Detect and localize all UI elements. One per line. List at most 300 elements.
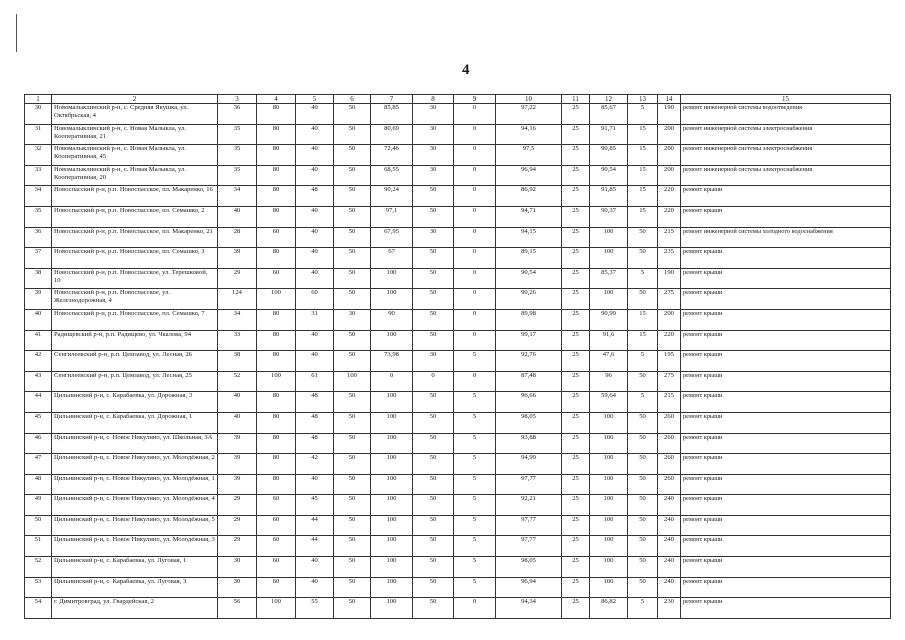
work-type-cell: ремонт крыши bbox=[681, 454, 891, 475]
value-cell: 40 bbox=[296, 227, 334, 248]
value-cell: 0 bbox=[454, 124, 496, 145]
value-cell: 52 bbox=[218, 371, 257, 392]
table-row bbox=[25, 186, 891, 207]
row-number-cell: 51 bbox=[25, 536, 52, 557]
value-cell: 0 bbox=[413, 371, 454, 392]
value-cell: 5 bbox=[454, 433, 496, 454]
table-row bbox=[25, 536, 891, 557]
table-row bbox=[25, 577, 891, 598]
value-cell: 80 bbox=[257, 165, 296, 186]
value-cell: 96 bbox=[590, 371, 628, 392]
value-cell: 50 bbox=[413, 289, 454, 310]
value-cell: 0 bbox=[371, 371, 413, 392]
work-type-cell: ремонт инженерной системы водоотведения bbox=[681, 104, 891, 125]
work-type-cell: ремонт крыши bbox=[681, 309, 891, 330]
table-row bbox=[25, 495, 891, 516]
value-cell: 40 bbox=[296, 330, 334, 351]
value-cell: 60 bbox=[257, 557, 296, 578]
value-cell: 240 bbox=[658, 557, 681, 578]
value-cell: 100 bbox=[371, 412, 413, 433]
value-cell: 80 bbox=[257, 412, 296, 433]
value-cell: 60 bbox=[257, 495, 296, 516]
value-cell: 15 bbox=[628, 330, 658, 351]
value-cell: 94,99 bbox=[496, 454, 562, 475]
value-cell: 90,85 bbox=[590, 145, 628, 166]
value-cell: 73,98 bbox=[371, 351, 413, 372]
table-row bbox=[25, 330, 891, 351]
value-cell: 260 bbox=[658, 474, 681, 495]
value-cell: 25 bbox=[562, 268, 590, 289]
value-cell: 40 bbox=[296, 474, 334, 495]
value-cell: 29 bbox=[218, 268, 257, 289]
value-cell: 91,71 bbox=[590, 124, 628, 145]
value-cell: 50 bbox=[413, 248, 454, 269]
value-cell: 50 bbox=[413, 392, 454, 413]
column-header-14: 14 bbox=[658, 95, 681, 104]
value-cell: 0 bbox=[454, 186, 496, 207]
row-number-cell: 32 bbox=[25, 145, 52, 166]
work-type-cell: ремонт крыши bbox=[681, 495, 891, 516]
value-cell: 195 bbox=[658, 351, 681, 372]
row-number-cell: 42 bbox=[25, 351, 52, 372]
value-cell: 0 bbox=[454, 309, 496, 330]
value-cell: 100 bbox=[371, 289, 413, 310]
work-type-cell: ремонт крыши bbox=[681, 351, 891, 372]
value-cell: 85,85 bbox=[371, 104, 413, 125]
row-number-cell: 53 bbox=[25, 577, 52, 598]
value-cell: 90,37 bbox=[590, 206, 628, 227]
value-cell: 100 bbox=[334, 371, 371, 392]
value-cell: 48 bbox=[296, 412, 334, 433]
value-cell: 60 bbox=[257, 515, 296, 536]
value-cell: 28 bbox=[218, 227, 257, 248]
value-cell: 92,76 bbox=[496, 351, 562, 372]
value-cell: 50 bbox=[334, 577, 371, 598]
value-cell: 50 bbox=[413, 268, 454, 289]
value-cell: 80 bbox=[257, 351, 296, 372]
work-type-cell: ремонт крыши bbox=[681, 268, 891, 289]
work-type-cell: ремонт крыши bbox=[681, 248, 891, 269]
value-cell: 50 bbox=[413, 186, 454, 207]
value-cell: 200 bbox=[658, 309, 681, 330]
row-number-cell: 34 bbox=[25, 186, 52, 207]
table-row bbox=[25, 474, 891, 495]
value-cell: 30 bbox=[334, 309, 371, 330]
table-row bbox=[25, 433, 891, 454]
table-row bbox=[25, 104, 891, 125]
value-cell: 50 bbox=[334, 289, 371, 310]
work-type-cell: ремонт инженерной системы электроснабжения bbox=[681, 165, 891, 186]
table-row bbox=[25, 206, 891, 227]
value-cell: 50 bbox=[334, 412, 371, 433]
address-cell: Цильнинский р-н, с. Карабаевка, ул. Дорожная, 1 bbox=[52, 412, 218, 433]
work-type-cell: ремонт крыши bbox=[681, 515, 891, 536]
column-header-13: 13 bbox=[628, 95, 658, 104]
value-cell: 50 bbox=[413, 433, 454, 454]
row-number-cell: 30 bbox=[25, 104, 52, 125]
row-number-cell: 31 bbox=[25, 124, 52, 145]
value-cell: 25 bbox=[562, 577, 590, 598]
value-cell: 60 bbox=[257, 268, 296, 289]
table-row bbox=[25, 124, 891, 145]
column-header-3: 3 bbox=[218, 95, 257, 104]
address-cell: Новомалыклинский р-н, с. Средняя Якушка, ул. Октябрьская, 4 bbox=[52, 104, 218, 125]
value-cell: 25 bbox=[562, 206, 590, 227]
value-cell: 80,69 bbox=[371, 124, 413, 145]
value-cell: 39 bbox=[218, 474, 257, 495]
value-cell: 94,71 bbox=[496, 206, 562, 227]
value-cell: 50 bbox=[334, 268, 371, 289]
value-cell: 89,15 bbox=[496, 248, 562, 269]
value-cell: 36 bbox=[218, 104, 257, 125]
value-cell: 68,55 bbox=[371, 165, 413, 186]
value-cell: 90,54 bbox=[496, 268, 562, 289]
value-cell: 215 bbox=[658, 392, 681, 413]
work-type-cell: ремонт инженерной системы электроснабжения bbox=[681, 124, 891, 145]
value-cell: 98,05 bbox=[496, 412, 562, 433]
value-cell: 50 bbox=[628, 454, 658, 475]
work-type-cell: ремонт крыши bbox=[681, 536, 891, 557]
value-cell: 25 bbox=[562, 371, 590, 392]
address-cell: Новоспасский р-н, р.п. Новоспасское, ул. Терешковой, 10 bbox=[52, 268, 218, 289]
value-cell: 25 bbox=[562, 165, 590, 186]
value-cell: 85,37 bbox=[590, 268, 628, 289]
value-cell: 33 bbox=[218, 330, 257, 351]
value-cell: 220 bbox=[658, 206, 681, 227]
value-cell: 67 bbox=[371, 248, 413, 269]
value-cell: 5 bbox=[454, 412, 496, 433]
value-cell: 50 bbox=[334, 474, 371, 495]
value-cell: 40 bbox=[296, 206, 334, 227]
value-cell: 215 bbox=[658, 227, 681, 248]
value-cell: 38 bbox=[218, 351, 257, 372]
value-cell: 25 bbox=[562, 124, 590, 145]
value-cell: 25 bbox=[562, 227, 590, 248]
value-cell: 100 bbox=[590, 474, 628, 495]
value-cell: 35 bbox=[218, 165, 257, 186]
value-cell: 15 bbox=[628, 165, 658, 186]
address-cell: Цильнинский р-н, с. Новое Никулино, ул. Молодёжная, 2 bbox=[52, 454, 218, 475]
value-cell: 235 bbox=[658, 248, 681, 269]
value-cell: 91,85 bbox=[590, 186, 628, 207]
value-cell: 60 bbox=[257, 227, 296, 248]
value-cell: 50 bbox=[334, 186, 371, 207]
value-cell: 50 bbox=[334, 330, 371, 351]
value-cell: 5 bbox=[454, 515, 496, 536]
value-cell: 40 bbox=[218, 412, 257, 433]
value-cell: 50 bbox=[628, 412, 658, 433]
value-cell: 25 bbox=[562, 536, 590, 557]
value-cell: 260 bbox=[658, 454, 681, 475]
value-cell: 25 bbox=[562, 309, 590, 330]
value-cell: 25 bbox=[562, 557, 590, 578]
address-cell: Цильнинский р-н, с. Карабаевка, ул. Луговая, 3 bbox=[52, 577, 218, 598]
value-cell: 97,77 bbox=[496, 515, 562, 536]
value-cell: 48 bbox=[296, 433, 334, 454]
row-number-cell: 43 bbox=[25, 371, 52, 392]
value-cell: 59,64 bbox=[590, 392, 628, 413]
value-cell: 50 bbox=[334, 206, 371, 227]
value-cell: 48 bbox=[296, 186, 334, 207]
value-cell: 50 bbox=[334, 248, 371, 269]
value-cell: 40 bbox=[296, 557, 334, 578]
value-cell: 0 bbox=[454, 268, 496, 289]
value-cell: 260 bbox=[658, 412, 681, 433]
column-header-4: 4 bbox=[257, 95, 296, 104]
value-cell: 0 bbox=[454, 145, 496, 166]
value-cell: 0 bbox=[454, 371, 496, 392]
value-cell: 96,94 bbox=[496, 165, 562, 186]
value-cell: 80 bbox=[257, 145, 296, 166]
value-cell: 50 bbox=[413, 206, 454, 227]
value-cell: 90,99 bbox=[590, 309, 628, 330]
column-header-11: 11 bbox=[562, 95, 590, 104]
work-type-cell: ремонт крыши bbox=[681, 392, 891, 413]
value-cell: 34 bbox=[218, 309, 257, 330]
work-type-cell: ремонт крыши bbox=[681, 289, 891, 310]
address-cell: Радищевский р-н, р.п. Радищево, ул. Чкалова, 94 bbox=[52, 330, 218, 351]
value-cell: 30 bbox=[413, 104, 454, 125]
value-cell: 50 bbox=[628, 248, 658, 269]
value-cell: 45 bbox=[296, 495, 334, 516]
table-row bbox=[25, 392, 891, 413]
value-cell: 93,88 bbox=[496, 433, 562, 454]
value-cell: 50 bbox=[334, 598, 371, 619]
value-cell: 100 bbox=[371, 330, 413, 351]
value-cell: 50 bbox=[628, 474, 658, 495]
value-cell: 50 bbox=[334, 557, 371, 578]
value-cell: 0 bbox=[454, 206, 496, 227]
value-cell: 31 bbox=[296, 309, 334, 330]
value-cell: 5 bbox=[628, 392, 658, 413]
value-cell: 39 bbox=[218, 248, 257, 269]
value-cell: 80 bbox=[257, 186, 296, 207]
value-cell: 40 bbox=[296, 248, 334, 269]
value-cell: 97,77 bbox=[496, 474, 562, 495]
value-cell: 100 bbox=[257, 289, 296, 310]
value-cell: 15 bbox=[628, 186, 658, 207]
value-cell: 100 bbox=[590, 495, 628, 516]
value-cell: 15 bbox=[628, 145, 658, 166]
value-cell: 5 bbox=[454, 392, 496, 413]
value-cell: 39 bbox=[218, 454, 257, 475]
value-cell: 50 bbox=[334, 495, 371, 516]
value-cell: 100 bbox=[590, 433, 628, 454]
value-cell: 0 bbox=[454, 289, 496, 310]
column-header-15: 15 bbox=[681, 95, 891, 104]
value-cell: 100 bbox=[371, 454, 413, 475]
value-cell: 72,46 bbox=[371, 145, 413, 166]
value-cell: 100 bbox=[590, 454, 628, 475]
value-cell: 94,15 bbox=[496, 227, 562, 248]
value-cell: 60 bbox=[296, 289, 334, 310]
address-cell: Новомалыклинский р-н, с. Новая Малыкла, ул. Кооперативная, 45 bbox=[52, 145, 218, 166]
value-cell: 240 bbox=[658, 577, 681, 598]
value-cell: 50 bbox=[628, 557, 658, 578]
column-header-1: 1 bbox=[25, 95, 52, 104]
value-cell: 89,98 bbox=[496, 309, 562, 330]
value-cell: 100 bbox=[371, 557, 413, 578]
value-cell: 29 bbox=[218, 536, 257, 557]
value-cell: 80 bbox=[257, 104, 296, 125]
value-cell: 5 bbox=[454, 474, 496, 495]
row-number-cell: 50 bbox=[25, 515, 52, 536]
address-cell: Цильнинский р-н, с. Новое Никулино, ул. Молодёжная, 4 bbox=[52, 495, 218, 516]
value-cell: 50 bbox=[628, 515, 658, 536]
value-cell: 25 bbox=[562, 289, 590, 310]
column-header-8: 8 bbox=[413, 95, 454, 104]
value-cell: 5 bbox=[628, 268, 658, 289]
row-number-cell: 52 bbox=[25, 557, 52, 578]
value-cell: 5 bbox=[454, 557, 496, 578]
address-cell: Цильнинский р-н, с. Карабаевка, ул. Луговая, 1 bbox=[52, 557, 218, 578]
table-row bbox=[25, 248, 891, 269]
row-number-cell: 33 bbox=[25, 165, 52, 186]
value-cell: 40 bbox=[296, 577, 334, 598]
value-cell: 92,21 bbox=[496, 495, 562, 516]
value-cell: 44 bbox=[296, 536, 334, 557]
work-type-cell: ремонт крыши bbox=[681, 474, 891, 495]
value-cell: 25 bbox=[562, 392, 590, 413]
value-cell: 80 bbox=[257, 433, 296, 454]
value-cell: 15 bbox=[628, 124, 658, 145]
row-number-cell: 44 bbox=[25, 392, 52, 413]
value-cell: 50 bbox=[628, 495, 658, 516]
value-cell: 50 bbox=[334, 515, 371, 536]
margin-mark bbox=[16, 14, 17, 52]
value-cell: 50 bbox=[334, 165, 371, 186]
address-cell: Новомалыклинский р-н, с. Новая Малыкла, ул. Кооперативная, 21 bbox=[52, 124, 218, 145]
work-type-cell: ремонт крыши bbox=[681, 330, 891, 351]
value-cell: 50 bbox=[413, 536, 454, 557]
value-cell: 30 bbox=[413, 165, 454, 186]
value-cell: 30 bbox=[218, 577, 257, 598]
value-cell: 100 bbox=[590, 227, 628, 248]
value-cell: 30 bbox=[413, 227, 454, 248]
value-cell: 100 bbox=[590, 557, 628, 578]
column-header-10: 10 bbox=[496, 95, 562, 104]
value-cell: 55 bbox=[296, 598, 334, 619]
value-cell: 94,34 bbox=[496, 598, 562, 619]
value-cell: 80 bbox=[257, 206, 296, 227]
value-cell: 5 bbox=[454, 536, 496, 557]
table-row bbox=[25, 309, 891, 330]
value-cell: 50 bbox=[334, 351, 371, 372]
value-cell: 44 bbox=[296, 515, 334, 536]
column-header-12: 12 bbox=[590, 95, 628, 104]
value-cell: 34 bbox=[218, 186, 257, 207]
value-cell: 80 bbox=[257, 248, 296, 269]
value-cell: 80 bbox=[257, 309, 296, 330]
work-type-cell: ремонт крыши bbox=[681, 186, 891, 207]
address-cell: Цильнинский р-н, с. Новое Никулино, ул. Молодёжная, 5 bbox=[52, 515, 218, 536]
value-cell: 100 bbox=[371, 598, 413, 619]
value-cell: 60 bbox=[257, 536, 296, 557]
value-cell: 50 bbox=[628, 433, 658, 454]
value-cell: 200 bbox=[658, 124, 681, 145]
value-cell: 190 bbox=[658, 268, 681, 289]
value-cell: 99,17 bbox=[496, 330, 562, 351]
value-cell: 50 bbox=[334, 454, 371, 475]
row-number-cell: 36 bbox=[25, 227, 52, 248]
value-cell: 50 bbox=[334, 145, 371, 166]
value-cell: 50 bbox=[413, 454, 454, 475]
value-cell: 25 bbox=[562, 186, 590, 207]
value-cell: 100 bbox=[257, 598, 296, 619]
value-cell: 97,1 bbox=[371, 206, 413, 227]
value-cell: 40 bbox=[296, 165, 334, 186]
work-type-cell: ремонт крыши bbox=[681, 206, 891, 227]
value-cell: 5 bbox=[454, 454, 496, 475]
value-cell: 25 bbox=[562, 454, 590, 475]
value-cell: 5 bbox=[454, 351, 496, 372]
value-cell: 30 bbox=[413, 351, 454, 372]
value-cell: 48 bbox=[296, 392, 334, 413]
table-row bbox=[25, 557, 891, 578]
column-header-2: 2 bbox=[52, 95, 218, 104]
data-table bbox=[24, 94, 891, 619]
value-cell: 25 bbox=[562, 598, 590, 619]
value-cell: 220 bbox=[658, 186, 681, 207]
address-cell: Новоспасский р-н, р.п. Новоспасское, пл. Макаренко, 21 bbox=[52, 227, 218, 248]
column-header-9: 9 bbox=[454, 95, 496, 104]
table-row bbox=[25, 598, 891, 619]
table-row bbox=[25, 268, 891, 289]
value-cell: 50 bbox=[413, 474, 454, 495]
value-cell: 100 bbox=[371, 392, 413, 413]
address-cell: Сенгилеевский р-н, р.п. Цемзавод, ул. Лесная, 25 bbox=[52, 371, 218, 392]
value-cell: 80 bbox=[257, 454, 296, 475]
value-cell: 94,16 bbox=[496, 124, 562, 145]
address-cell: Цильнинский р-н, с. Новое Никулино, ул. Молодёжная, 3 bbox=[52, 536, 218, 557]
value-cell: 40 bbox=[218, 392, 257, 413]
value-cell: 100 bbox=[371, 536, 413, 557]
header-row bbox=[25, 95, 891, 104]
table-row bbox=[25, 412, 891, 433]
value-cell: 0 bbox=[454, 330, 496, 351]
value-cell: 0 bbox=[454, 248, 496, 269]
row-number-cell: 40 bbox=[25, 309, 52, 330]
value-cell: 40 bbox=[296, 145, 334, 166]
value-cell: 86,82 bbox=[590, 598, 628, 619]
value-cell: 25 bbox=[562, 104, 590, 125]
value-cell: 50 bbox=[334, 392, 371, 413]
value-cell: 25 bbox=[562, 248, 590, 269]
value-cell: 80 bbox=[257, 392, 296, 413]
value-cell: 50 bbox=[334, 124, 371, 145]
value-cell: 40 bbox=[296, 351, 334, 372]
value-cell: 25 bbox=[562, 330, 590, 351]
value-cell: 5 bbox=[628, 104, 658, 125]
row-number-cell: 48 bbox=[25, 474, 52, 495]
value-cell: 50 bbox=[413, 330, 454, 351]
value-cell: 15 bbox=[628, 206, 658, 227]
value-cell: 275 bbox=[658, 289, 681, 310]
value-cell: 240 bbox=[658, 536, 681, 557]
value-cell: 80 bbox=[257, 124, 296, 145]
row-number-cell: 41 bbox=[25, 330, 52, 351]
value-cell: 90,24 bbox=[371, 186, 413, 207]
address-cell: Новомалыклинский р-н, с. Новая Малыкла, ул. Кооперативная, 20 bbox=[52, 165, 218, 186]
value-cell: 40 bbox=[296, 124, 334, 145]
value-cell: 50 bbox=[413, 515, 454, 536]
value-cell: 35 bbox=[218, 124, 257, 145]
value-cell: 25 bbox=[562, 515, 590, 536]
value-cell: 50 bbox=[334, 227, 371, 248]
value-cell: 47,6 bbox=[590, 351, 628, 372]
value-cell: 29 bbox=[218, 515, 257, 536]
value-cell: 50 bbox=[628, 577, 658, 598]
